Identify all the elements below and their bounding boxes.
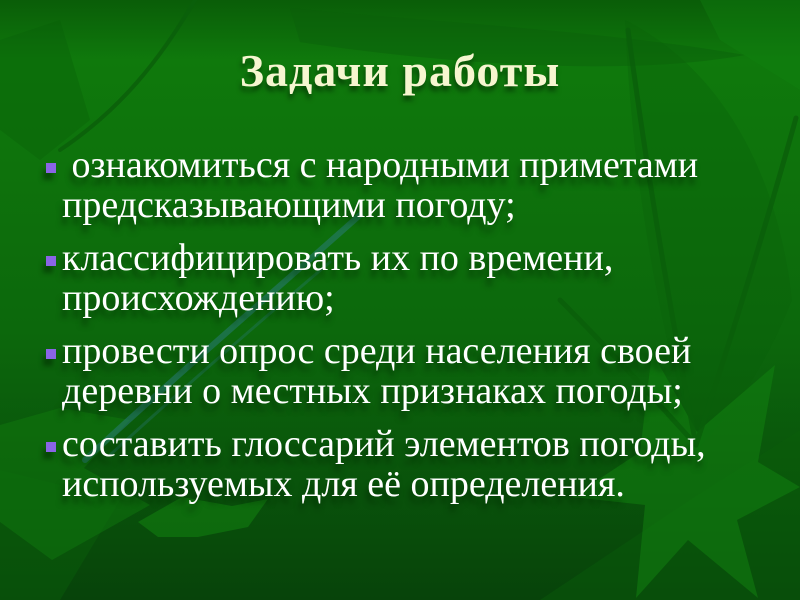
bullet-text-line: предсказывающими погоду; bbox=[62, 184, 516, 226]
bullet-text-line: происхождению; bbox=[62, 277, 335, 319]
bullet-text-line: используемых для её определения. bbox=[62, 463, 625, 505]
bullet-text-line: классифицировать их по времени, bbox=[62, 237, 614, 279]
bullet-square-icon bbox=[46, 442, 56, 452]
bullet-square-icon bbox=[46, 349, 56, 359]
bullet-text-line: ознакомиться с народными приметами bbox=[62, 144, 699, 186]
bullet-text-line: составить глоссарий элементов погоды, bbox=[62, 423, 706, 465]
bullet-text-line: провести опрос среди населения своей bbox=[62, 330, 692, 372]
bullet-item bbox=[46, 331, 756, 411]
bullet-item bbox=[46, 145, 756, 225]
bullet-list bbox=[46, 145, 756, 517]
bullet-square-icon bbox=[46, 256, 56, 266]
slide-title: Задачи работы bbox=[239, 45, 561, 96]
bullet-square-icon bbox=[46, 163, 56, 173]
bullet-text-line: деревни о местных признаках погоды; bbox=[62, 370, 683, 412]
bullet-item bbox=[46, 424, 756, 504]
bullet-item bbox=[46, 238, 756, 318]
